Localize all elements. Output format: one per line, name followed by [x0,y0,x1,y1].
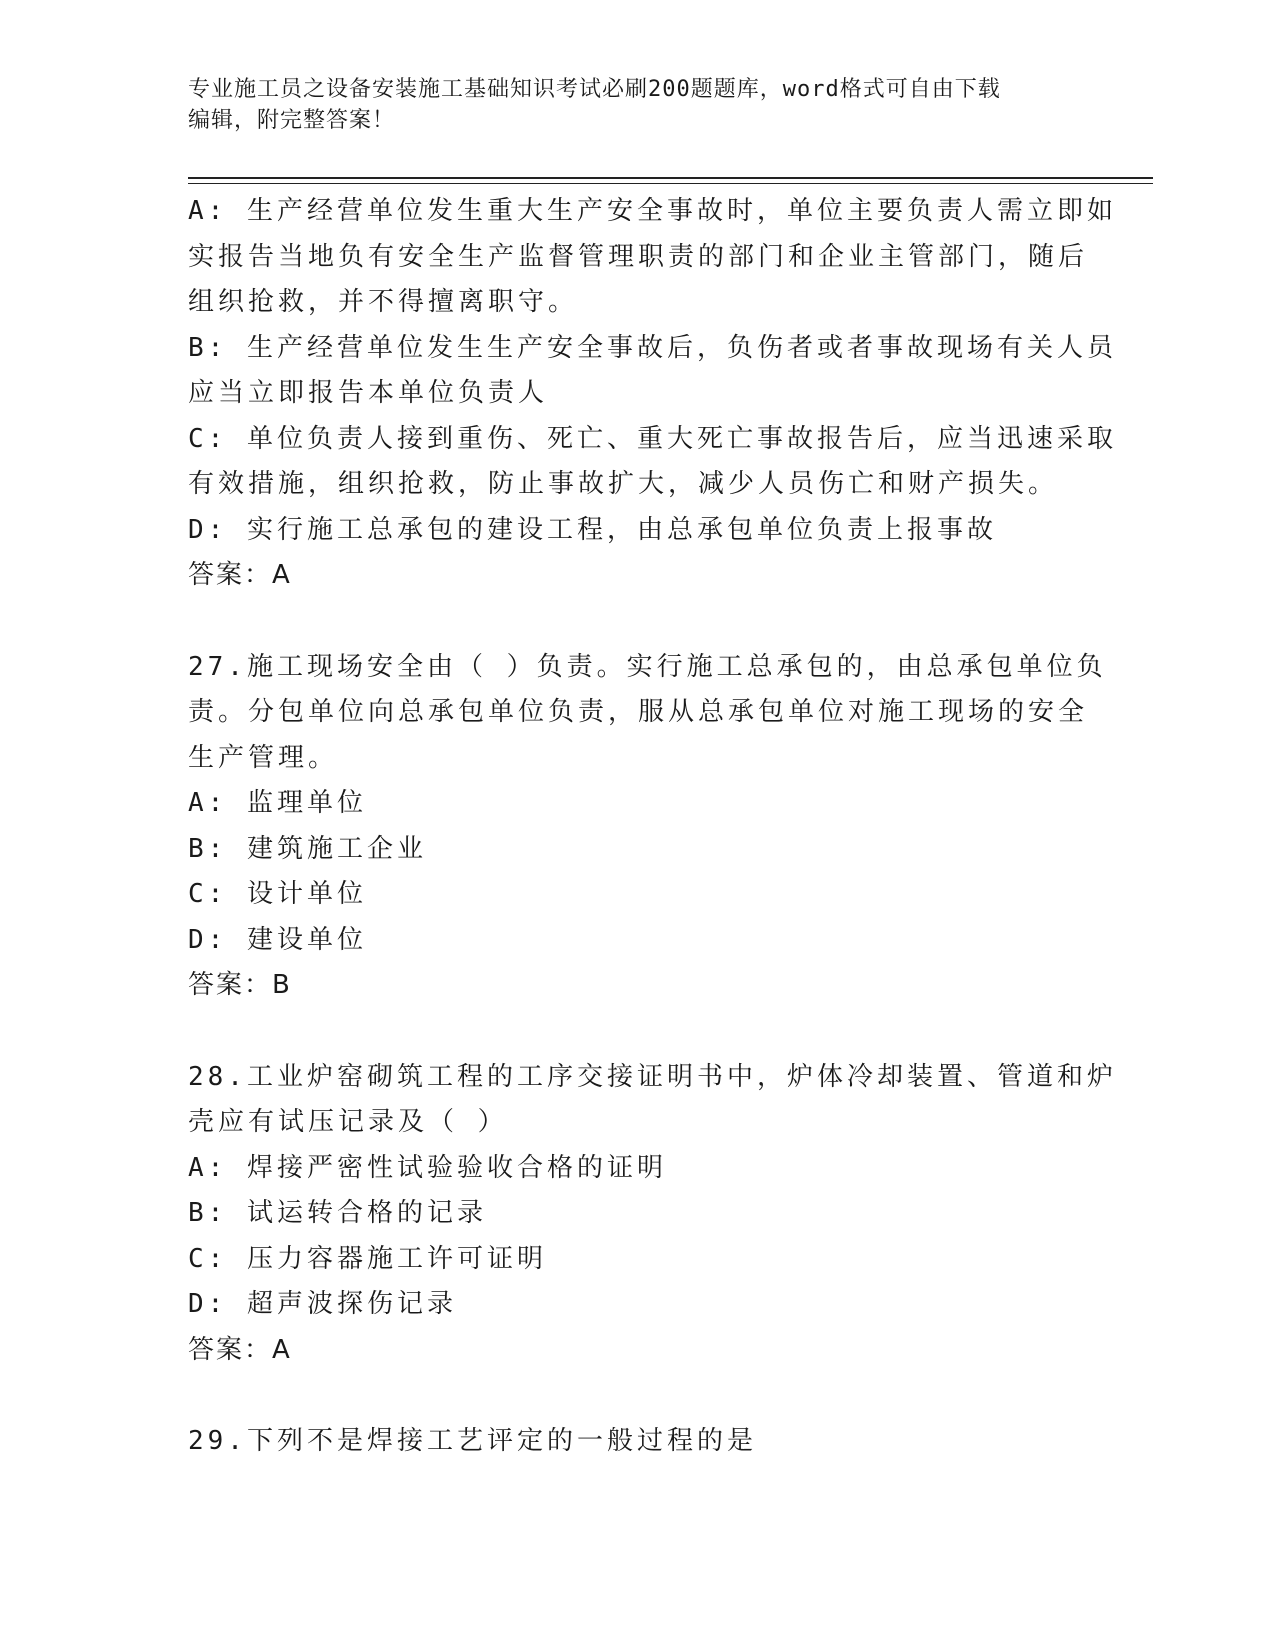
option-b-line-1: B: 生产经营单位发生生产安全事故后，负伤者或者事故现场有关人员 [188,332,1117,363]
option-d: D: 超声波探伤记录 [188,1289,457,1319]
question-stem-line-2: 壳应有试压记录及（ ） [188,1107,508,1137]
option-a-line-2: 实报告当地负有安全生产监督管理职责的部门和企业主管部门，随后 [188,241,1089,272]
option-c: C: 设计单位 [188,879,367,909]
question-26 [188,189,1117,599]
option-b: B: 建筑施工企业 [188,833,427,864]
question-stem-line-1: 28.工业炉窑砌筑工程的工序交接证明书中，炉体冷却装置、管道和炉 [188,1061,1117,1092]
document-header [188,74,1088,136]
question-29 [188,1419,1088,1465]
option-c-line-1: C: 单位负责人接到重伤、死亡、重大死亡事故报告后，应当迅速采取 [188,423,1117,454]
question-list [188,189,1117,1465]
question-stem: 29.下列不是焊接工艺评定的一般过程的是 [188,1426,757,1456]
answer: 答案：A [188,560,292,590]
question-27 [188,645,1107,1009]
option-b-line-2: 应当立即报告本单位负责人 [188,378,549,408]
option-d: D: 实行施工总承包的建设工程，由总承包单位负责上报事故 [188,514,997,545]
option-a: A: 监理单位 [188,788,367,818]
question-28 [188,1055,1117,1374]
question-stem-line-3: 生产管理。 [188,742,339,773]
header-title-line-1: 专业施工员之设备安装施工基础知识考试必刷200题题库，word格式可自由下载 [188,77,1001,102]
option-d: D: 建设单位 [188,924,367,955]
header-divider-thin [188,183,1153,184]
option-a-line-1: A: 生产经营单位发生重大生产安全事故时，单位主要负责人需立即如 [188,196,1117,226]
answer: 答案：B [188,970,292,1000]
answer: 答案：A [188,1334,292,1365]
question-stem-line-1: 27.施工现场安全由（ ）负责。实行施工总承包的，由总承包单位负 [188,651,1107,682]
header-divider [188,177,1153,179]
header-title-line-2: 编辑，附完整答案！ [188,108,396,133]
option-c-line-2: 有效措施，组织抢救，防止事故扩大，减少人员伤亡和财产损失。 [188,469,1059,499]
question-stem-line-2: 责。分包单位向总承包单位负责，服从总承包单位对施工现场的安全 [188,697,1089,727]
option-c: C: 压力容器施工许可证明 [188,1243,547,1274]
option-b: B: 试运转合格的记录 [188,1198,487,1228]
option-a-line-3: 组织抢救，并不得擅离职守。 [188,287,579,317]
option-a: A: 焊接严密性试验验收合格的证明 [188,1152,667,1183]
